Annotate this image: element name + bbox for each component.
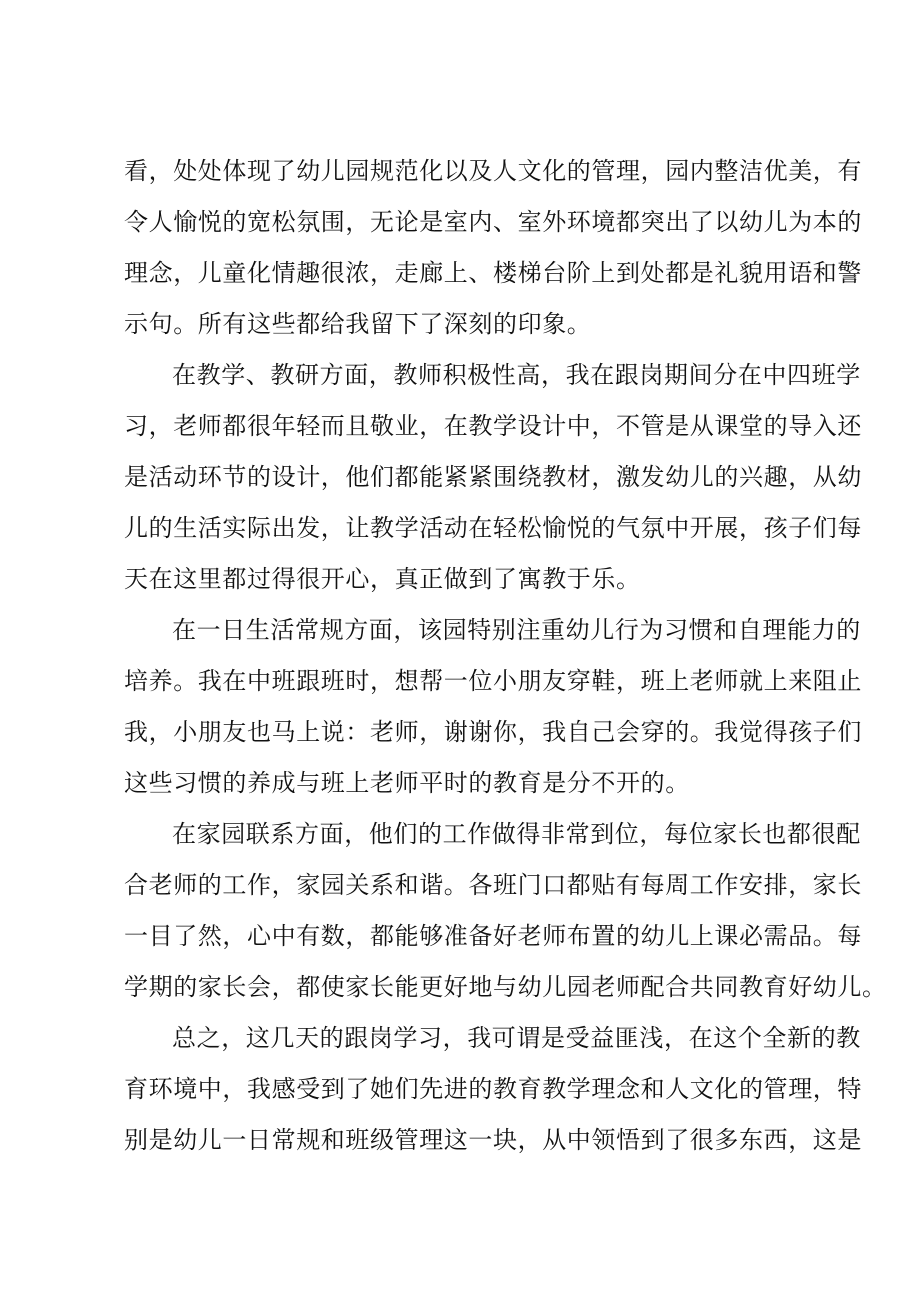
text-line: 习，老师都很年轻而且敬业，在教学设计中，不管是从课堂的导入还 [124, 412, 862, 440]
paragraph-first-line: 在教学、教研方面，教师积极性高，我在跟岗期间分在中四班学 [172, 361, 861, 389]
text-line: 是活动环节的设计，他们都能紧紧围绕教材，激发幼儿的兴趣，从幼 [124, 463, 862, 491]
text-line: 儿的生活实际出发，让教学活动在轻松愉悦的气氛中开展，孩子们每 [124, 514, 862, 542]
text-line: 学期的家长会，都使家长能更好地与幼儿园老师配合共同教育好幼儿。 [124, 973, 887, 1001]
text-line: 育环境中，我感受到了她们先进的教育教学理念和人文化的管理，特 [124, 1075, 862, 1103]
paragraph-first-line: 在家园联系方面，他们的工作做得非常到位，每位家长也都很配 [172, 820, 861, 848]
text-line: 别是幼儿一日常规和班级管理这一块，从中领悟到了很多东西，这是 [124, 1126, 862, 1154]
text-line: 示句。所有这些都给我留下了深刻的印象。 [124, 310, 592, 338]
text-line: 这些习惯的养成与班上老师平时的教育是分不开的。 [124, 769, 690, 797]
text-line: 看，处处体现了幼儿园规范化以及人文化的管理，园内整洁优美，有 [124, 157, 862, 185]
text-line: 天在这里都过得很开心，真正做到了寓教于乐。 [124, 565, 641, 593]
paragraph-first-line: 总之，这几天的跟岗学习，我可谓是受益匪浅，在这个全新的教 [172, 1024, 861, 1052]
text-line: 合老师的工作，家园关系和谐。各班门口都贴有每周工作安排，家长 [124, 871, 862, 899]
text-line: 培养。我在中班跟班时，想帮一位小朋友穿鞋，班上老师就上来阻止 [124, 667, 862, 695]
document-body [124, 146, 887, 1166]
text-line: 理念，儿童化情趣很浓，走廊上、楼梯台阶上到处都是礼貌用语和警 [124, 259, 862, 287]
paragraph-first-line: 在一日生活常规方面，该园特别注重幼儿行为习惯和自理能力的 [172, 616, 861, 644]
text-line: 我，小朋友也马上说：老师，谢谢你，我自己会穿的。我觉得孩子们 [124, 718, 862, 746]
text-line: 一目了然，心中有数，都能够准备好老师布置的幼儿上课必需品。每 [124, 922, 862, 950]
text-line: 令人愉悦的宽松氛围，无论是室内、室外环境都突出了以幼儿为本的 [124, 208, 862, 236]
